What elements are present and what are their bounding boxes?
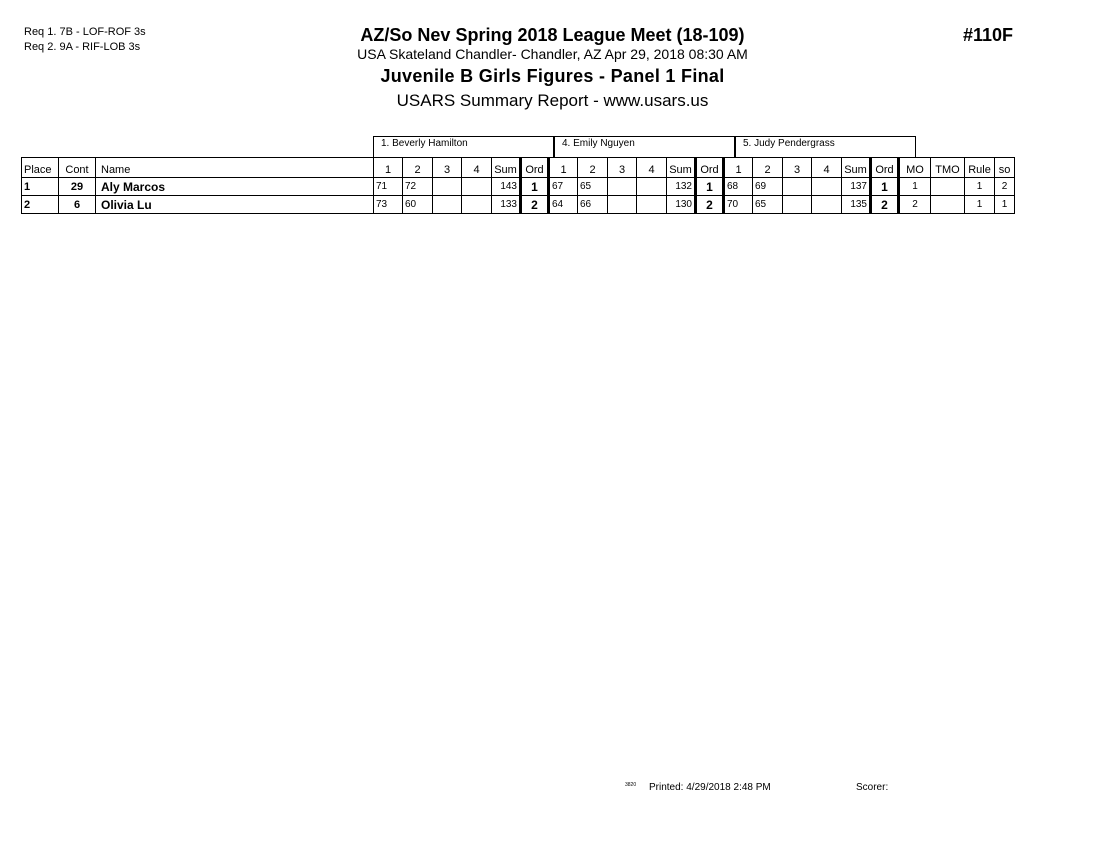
header-row	[22, 158, 1015, 178]
col-j1-2: 2	[403, 158, 433, 178]
ordinal-cell: 1	[871, 178, 899, 196]
score-cell: 70	[724, 196, 753, 214]
cont-cell: 6	[59, 196, 96, 214]
requirement-1: Req 1. 7B - LOF-ROF 3s	[24, 26, 146, 38]
score-cell: 67	[549, 178, 578, 196]
judge-header-2: 4. Emily Nguyen	[554, 136, 735, 157]
score-cell	[637, 196, 667, 214]
score-cell	[462, 178, 492, 196]
event-title: Juvenile B Girls Figures - Panel 1 Final	[380, 66, 725, 86]
col-j1-sum: Sum	[492, 158, 521, 178]
sum-cell: 135	[842, 196, 871, 214]
score-cell: 69	[753, 178, 783, 196]
score-cell	[608, 178, 637, 196]
col-j3-4: 4	[812, 158, 842, 178]
results-table	[21, 157, 1015, 214]
printed-timestamp: Printed: 4/29/2018 2:48 PM	[649, 782, 771, 793]
sum-cell: 133	[492, 196, 521, 214]
col-j1-3: 3	[433, 158, 462, 178]
score-cell: 68	[724, 178, 753, 196]
score-cell: 65	[753, 196, 783, 214]
place-cell: 2	[22, 196, 59, 214]
col-so: so	[995, 158, 1015, 178]
col-mo: MO	[899, 158, 931, 178]
col-j3-1: 1	[724, 158, 753, 178]
tmo-cell	[931, 178, 965, 196]
ordinal-cell: 1	[696, 178, 724, 196]
event-number: #110F	[963, 25, 1014, 45]
col-j1-4: 4	[462, 158, 492, 178]
score-cell	[812, 178, 842, 196]
score-cell	[608, 196, 637, 214]
scorer-label: Scorer:	[856, 782, 889, 793]
judge-header-3: 5. Judy Pendergrass	[735, 136, 916, 157]
col-j2-sum: Sum	[667, 158, 696, 178]
col-j2-3: 3	[608, 158, 637, 178]
col-j2-2: 2	[578, 158, 608, 178]
rule-cell: 1	[965, 178, 995, 196]
sum-cell: 132	[667, 178, 696, 196]
ordinal-cell: 1	[521, 178, 549, 196]
sum-cell: 130	[667, 196, 696, 214]
mo-cell: 2	[899, 196, 931, 214]
mo-cell: 1	[899, 178, 931, 196]
meet-title: AZ/So Nev Spring 2018 League Meet (18-109)	[360, 25, 745, 45]
score-cell	[637, 178, 667, 196]
ordinal-cell: 2	[871, 196, 899, 214]
score-cell	[433, 178, 462, 196]
col-rule: Rule	[965, 158, 995, 178]
table-row	[22, 178, 1015, 196]
rule-cell: 1	[965, 196, 995, 214]
score-cell: 73	[374, 196, 403, 214]
score-cell: 71	[374, 178, 403, 196]
col-j2-4: 4	[637, 158, 667, 178]
skater-name: Aly Marcos	[96, 178, 374, 196]
col-j1-1: 1	[374, 158, 403, 178]
col-j3-sum: Sum	[842, 158, 871, 178]
so-cell: 1	[995, 196, 1015, 214]
score-cell: 64	[549, 196, 578, 214]
score-cell: 65	[578, 178, 608, 196]
col-j2-1: 1	[549, 158, 578, 178]
score-cell	[433, 196, 462, 214]
score-cell: 66	[578, 196, 608, 214]
score-cell	[783, 196, 812, 214]
score-cell	[812, 196, 842, 214]
sum-cell: 143	[492, 178, 521, 196]
col-j1-ord: Ord	[521, 158, 549, 178]
cont-cell: 29	[59, 178, 96, 196]
ordinal-cell: 2	[521, 196, 549, 214]
tmo-cell	[931, 196, 965, 214]
col-j3-3: 3	[783, 158, 812, 178]
ordinal-cell: 2	[696, 196, 724, 214]
col-j3-2: 2	[753, 158, 783, 178]
col-j2-ord: Ord	[696, 158, 724, 178]
table-row	[22, 196, 1015, 214]
col-j3-ord: Ord	[871, 158, 899, 178]
score-cell: 72	[403, 178, 433, 196]
skater-name: Olivia Lu	[96, 196, 374, 214]
report-title: USARS Summary Report - www.usars.us	[396, 91, 709, 110]
col-tmo: TMO	[931, 158, 965, 178]
so-cell: 2	[995, 178, 1015, 196]
score-cell: 60	[403, 196, 433, 214]
col-name: Name	[96, 158, 374, 178]
score-cell	[783, 178, 812, 196]
requirement-2: Req 2. 9A - RIF-LOB 3s	[24, 41, 141, 53]
sum-cell: 137	[842, 178, 871, 196]
place-cell: 1	[22, 178, 59, 196]
form-code: 3820	[625, 782, 637, 788]
score-cell	[462, 196, 492, 214]
judge-header-1: 1. Beverly Hamilton	[373, 136, 554, 157]
col-place: Place	[22, 158, 59, 178]
col-cont: Cont	[59, 158, 96, 178]
meet-location: USA Skateland Chandler- Chandler, AZ Apr 29, 2018 08:30 AM	[357, 46, 748, 62]
